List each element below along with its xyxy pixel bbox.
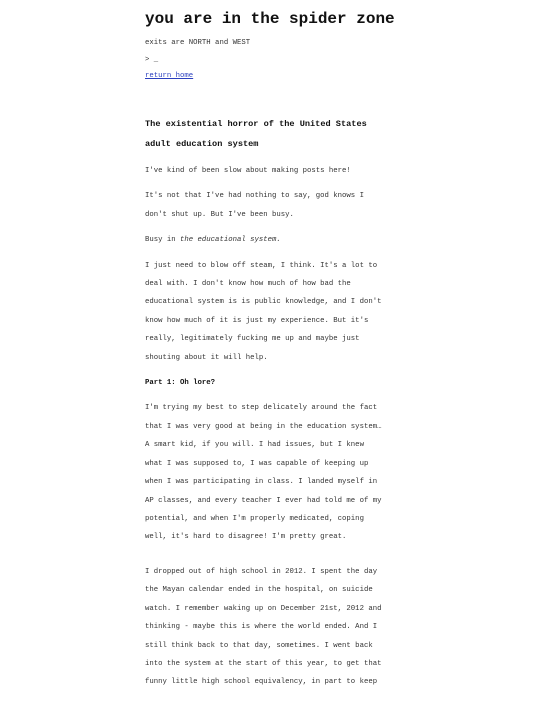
paragraph-line: still think back to that day, sometimes. I went back: [145, 641, 373, 650]
paragraph: [145, 395, 395, 551]
post-title-line: adult education system: [145, 139, 259, 149]
paragraph-line: funny little high school equivalency, in part to keep: [145, 678, 378, 687]
paragraph-line: deal with. I don't know how much of how bad the: [145, 280, 351, 289]
paragraph-line: A smart kid, if you will. I had issues, but I knew: [145, 441, 364, 450]
paragraph: [145, 252, 395, 372]
site-title: you are in the spider zone: [145, 10, 395, 28]
paragraph-line: watch. I remember waking up on December 21st, 2012 and: [145, 604, 382, 613]
paragraph-text: Busy in: [145, 236, 181, 245]
paragraph-line: I dropped out of high school in 2012. I spent the day: [145, 567, 378, 576]
paragraph-line: I just need to blow off steam, I think. It's a lot to: [145, 261, 378, 270]
paragraph-line: It's not that I've had nothing to say, god knows I: [145, 192, 364, 201]
paragraph-line: don't shut up. But I've been busy.: [145, 210, 294, 219]
paragraph-line: I'm trying my best to step delicately around the fact: [145, 404, 378, 413]
paragraph: [145, 183, 395, 229]
paragraph: [145, 236, 395, 245]
paragraph-line: that I was very good at being in the education system…: [145, 422, 382, 431]
paragraph-line: thinking - maybe this is where the world ended. And I: [145, 623, 378, 632]
paragraph: [145, 559, 395, 697]
return-home-link[interactable]: return home: [145, 72, 194, 80]
paragraph-line: educational system is is public knowledge, and I don't: [145, 298, 382, 307]
paragraph-line: AP classes, and every teacher I ever had told me of my: [145, 496, 382, 505]
section-heading: Part 1: Oh lore?: [145, 379, 216, 388]
paragraph-line: well, it's hard to disagree! I'm pretty great.: [145, 533, 347, 542]
paragraph-line: shouting about it will help.: [145, 353, 268, 362]
emphasis-text: the educational system.: [180, 236, 281, 245]
paragraph-line: when I was participating in class. I landed myself in: [145, 478, 378, 487]
paragraph-line: what I was supposed to, I was capable of keeping up: [145, 459, 369, 468]
paragraph-line: into the system at the start of this year, to get that: [145, 659, 382, 668]
post-title-line: The existential horror of the United States: [145, 119, 367, 129]
paragraph-line: the Mayan calendar ended in the hospital, on suicide: [145, 586, 373, 595]
paragraph-line: potential, and when I'm properly medicated, coping: [145, 514, 364, 523]
post-title: [145, 109, 395, 159]
paragraph: I've kind of been slow about making posts here!: [145, 167, 351, 175]
paragraph-line: know how much of it is just my experience. But it's: [145, 316, 369, 325]
blog-post: [145, 109, 395, 704]
paragraph-line: really, legitimately fucking me up and maybe just: [145, 335, 360, 344]
command-prompt[interactable]: > _: [145, 56, 159, 64]
exits-text: exits are NORTH and WEST: [145, 39, 251, 47]
